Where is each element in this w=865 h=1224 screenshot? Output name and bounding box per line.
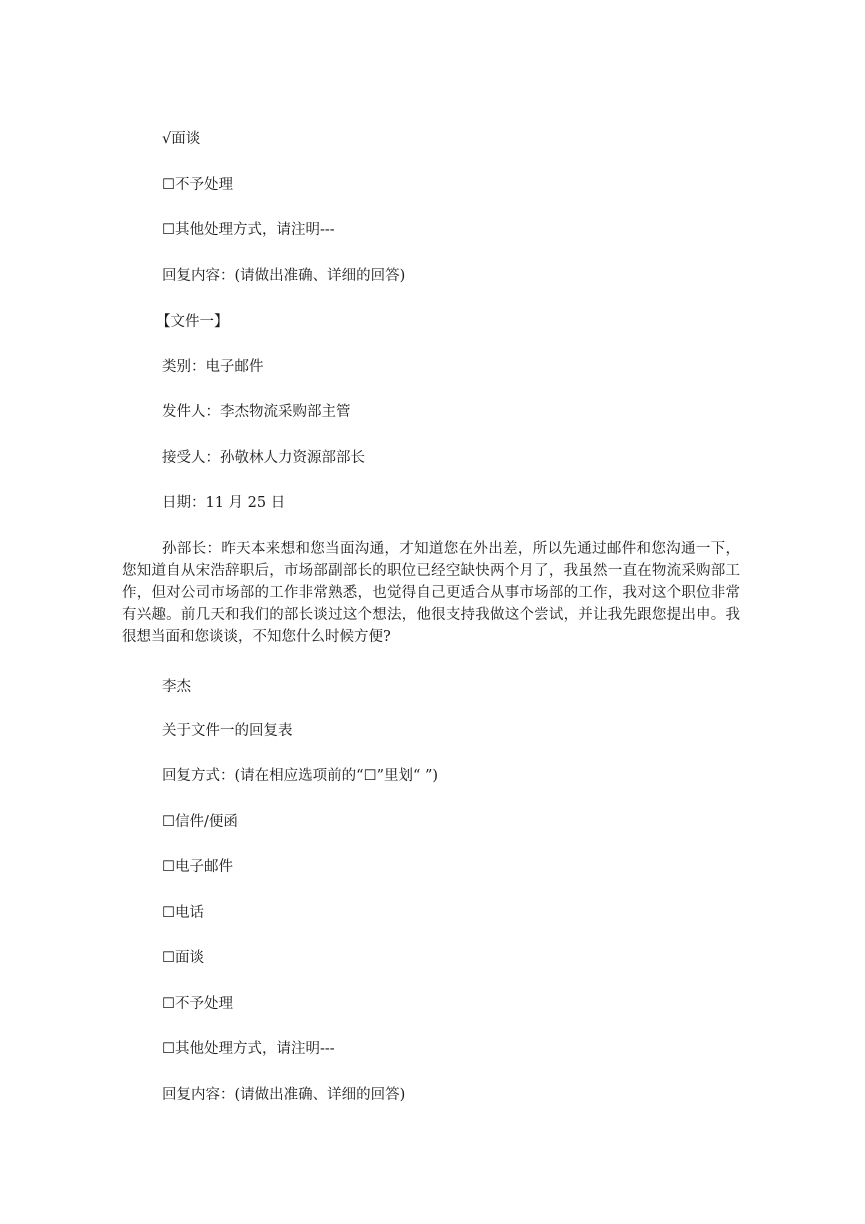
option-no-action-2: ☐不予处理 — [162, 996, 233, 1012]
file-date: 日期：11 月 25 日 — [162, 495, 286, 511]
reply-form-title: 关于文件一的回复表 — [162, 723, 293, 739]
email-signature: 李杰 — [162, 679, 191, 695]
reply-method-label: 回复方式：(请在相应选项前的“☐”里划“ ”) — [162, 768, 439, 784]
option-interview-checked: √面谈 — [162, 131, 201, 147]
email-body: 孙部长：昨天本来想和您当面沟通，才知道您在外出差，所以先通过邮件和您沟通一下，您知道自从宋浩辞职后，市场部副部长的职位已经空缺快两个月了，我虽然一直在物流采购部工作，但对公司市场部的工作非常熟悉，也觉得自己更适合从事市场部的工作，我对这个职位非常有兴趣。前几天和我们的部长谈过这个想法，他很支持我做这个尝试，并让我先跟您提出申。我很想当面和您谈谈，不知您什么时候方便? — [122, 541, 740, 645]
reply-content-label-2: 回复内容：(请做出准确、详细的回答) — [162, 1087, 406, 1103]
file-category: 类别：电子邮件 — [162, 359, 264, 375]
file-title: 【文件一】 — [156, 314, 229, 330]
option-phone: ☐电话 — [162, 905, 204, 921]
option-no-action: ☐不予处理 — [162, 177, 233, 193]
option-interview: ☐面谈 — [162, 950, 204, 966]
option-letter: ☐信件/便函 — [162, 814, 238, 830]
option-email: ☐电子邮件 — [162, 859, 233, 875]
file-sender: 发件人：李杰物流采购部主管 — [162, 404, 351, 420]
option-other-method: ☐其他处理方式，请注明--- — [162, 222, 335, 238]
option-other-2: ☐其他处理方式，请注明--- — [162, 1041, 335, 1057]
file-recipient: 接受人：孙敬林人力资源部部长 — [162, 450, 365, 466]
reply-content-label: 回复内容：(请做出准确、详细的回答) — [162, 268, 406, 284]
